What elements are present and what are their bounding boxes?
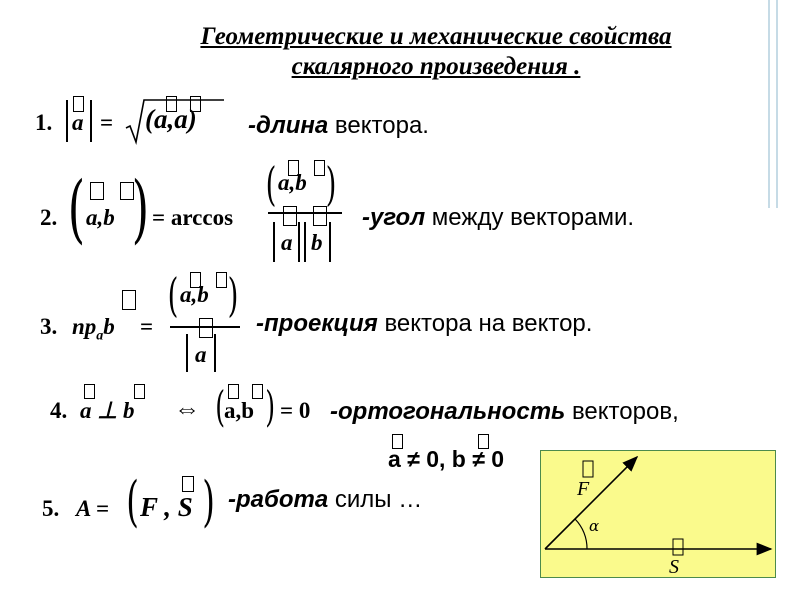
formula-perpendicular: a ⊥ b [80, 398, 135, 423]
diagram-svg [541, 451, 775, 577]
abs-bar [186, 334, 188, 372]
paren-left-small: ( [215, 382, 226, 431]
vector-arrow-box [228, 384, 239, 399]
paren-right: ) [131, 166, 150, 252]
formula-projection [72, 314, 115, 345]
formula-equals: = [100, 110, 114, 135]
paren-right-small: ) [202, 470, 215, 533]
vector-arrow-box [288, 160, 299, 176]
abs-bar [329, 222, 331, 262]
vector-arrow-box [182, 476, 194, 492]
item-number: 3. [40, 314, 58, 339]
formula-denominator: a [195, 342, 207, 367]
property-description [256, 310, 592, 338]
abs-bar-left [66, 100, 68, 142]
formula-vector-a: a [72, 110, 84, 135]
description-term: -работа [228, 486, 329, 513]
vector-arrow-box [166, 96, 177, 112]
vector-arrow-box [392, 434, 403, 449]
abs-bar [214, 334, 216, 372]
formula-angle-args: a,b [86, 205, 115, 230]
formula-equals: = [140, 314, 154, 339]
angle-label: α [589, 517, 600, 535]
paren-left-small: ( [265, 157, 277, 211]
right-decorative-line-2 [776, 0, 778, 208]
paren-right-small: ) [265, 382, 276, 431]
property-description [228, 486, 422, 514]
vector-arrow-box [73, 96, 84, 112]
projection-subscript: a [96, 328, 104, 344]
formula-orthogonal-args: a,b [224, 398, 255, 423]
abs-bar [273, 222, 275, 262]
formula-force-displacement: F , S [140, 492, 193, 522]
description-term: -угол [362, 204, 426, 231]
abs-bar [304, 222, 306, 262]
force-label: F [577, 478, 590, 500]
angle-arc [575, 519, 587, 549]
formula-denominator-b: b [311, 230, 323, 255]
abs-bar [298, 222, 300, 262]
description-rest: между векторами. [425, 204, 635, 231]
formula-numerator: a,b [278, 170, 307, 195]
vector-arrow-box [314, 160, 325, 176]
vector-arrow-box [84, 384, 95, 399]
abs-bar-right [90, 100, 92, 142]
property-description [330, 398, 679, 426]
formula-work: A = [76, 496, 109, 521]
slide-title [120, 22, 752, 82]
nonzero-condition: a ≠ 0, b ≠ 0 [388, 446, 505, 472]
formula-denominator-a: a [281, 230, 293, 255]
paren-left: ( [67, 166, 86, 252]
description-term: -ортогональность [330, 398, 566, 425]
right-decorative-line [768, 0, 770, 208]
title-line-1: Геометрические и механические свойства [200, 23, 672, 50]
description-term: -проекция [256, 310, 378, 337]
vector-arrow-box [583, 461, 593, 477]
vector-arrow-box [199, 318, 213, 338]
item-number: 4. [50, 398, 68, 423]
property-description [248, 112, 429, 140]
vector-arrow-box [313, 206, 327, 226]
description-rest: вектора. [328, 112, 429, 139]
item-number: 2. [40, 205, 58, 230]
description-rest: силы … [328, 486, 423, 513]
paren-right-small: ) [325, 157, 337, 211]
vector-arrow-box [478, 434, 489, 449]
fraction-bar [268, 212, 342, 214]
vector-arrow-box [90, 182, 104, 200]
vector-arrow-box [122, 290, 136, 310]
vector-arrow-box [252, 384, 263, 399]
property-description [362, 204, 634, 232]
formula-numerator: a,b [180, 282, 209, 307]
iff-symbol: ⇔ [174, 394, 200, 423]
formula-equals-zero: = 0 [280, 398, 311, 423]
vector-arrow-box [190, 96, 201, 112]
paren-right-small: ) [227, 268, 239, 322]
projection-pr: пр [72, 314, 97, 339]
item-number: 1. [35, 110, 53, 135]
displacement-label: S [669, 556, 679, 577]
vector-arrow-box [134, 384, 145, 399]
force-vector-arrow [545, 457, 637, 549]
title-line-2: скалярного произведения . [291, 53, 581, 80]
description-rest: векторов, [565, 398, 679, 425]
description-rest: вектора на вектор. [377, 310, 593, 337]
formula-inner-product: (a,a) [145, 104, 197, 134]
vector-arrow-box [673, 539, 683, 555]
formula-arccos: = arccos [152, 205, 234, 230]
projection-b: b [103, 314, 115, 339]
description-term: -длина [248, 112, 329, 139]
vector-arrow-box [190, 272, 201, 288]
vector-arrow-box [283, 206, 297, 226]
item-number: 5. [42, 496, 60, 521]
vector-arrow-box [216, 272, 227, 288]
paren-left-small: ( [126, 470, 139, 533]
work-diagram [540, 450, 776, 578]
paren-left-small: ( [167, 268, 179, 322]
